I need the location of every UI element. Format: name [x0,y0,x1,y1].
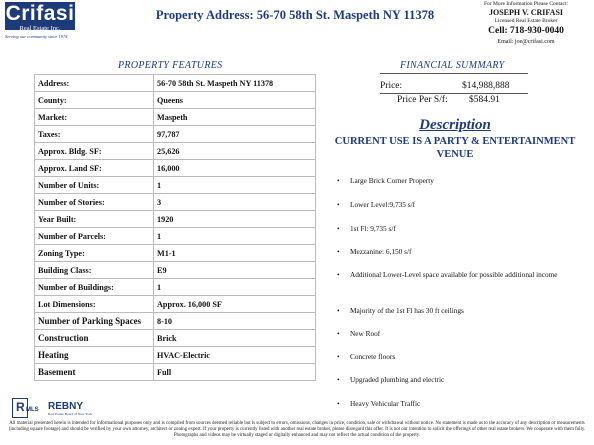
property-row [35,177,316,194]
company-logo [5,2,83,44]
bullet-icon: • [337,352,340,361]
property-label: Lot Dimensions: [35,296,154,313]
property-value: 16,000 [154,160,316,177]
logo-name: Crifasi [5,2,75,25]
bullet-text: 1st Fl: 9,735 s/f [350,224,396,233]
property-value: 1920 [154,211,316,228]
bullet-text: Majority of the 1st Fl has 30 ft ceilings [350,306,464,315]
footer-logos [8,398,93,418]
property-row [35,211,316,228]
current-use-text: CURRENT USE IS A PARTY & ENTERTAINMENT VENUE [334,136,576,160]
property-value: Full [154,364,316,381]
property-value: Maspeth [154,109,316,126]
property-row [35,364,316,381]
bullet-icon: • [337,329,340,338]
contact-block [462,0,590,47]
realtor-mls-icon: R [12,398,28,418]
property-row [35,279,316,296]
price-label: Price: [380,81,403,91]
property-value: 3 [154,194,316,211]
property-row [35,296,316,313]
bullet-text: New Roof [350,329,381,338]
property-label: Building Class: [35,262,154,279]
financial-summary-title: FINANCIAL SUMMARY [400,60,505,71]
bullet-text: Additional Lower-Level space available for possible additional income [350,270,558,279]
description-title: Description [419,117,491,133]
property-value: Queens [154,92,316,109]
contact-intro: For More Information Please Contact: [483,1,568,7]
property-value: 8-10 [154,313,316,330]
property-row [35,92,316,109]
property-label: County: [35,92,154,109]
property-row [35,313,316,330]
property-label: Basement [35,364,154,381]
property-label: Number of Buildings: [35,279,154,296]
contact-name: JOSEPH V. CRIFASI [488,8,564,17]
bullet-icon: • [337,176,340,185]
bullet-icon: • [337,270,340,279]
property-value: 1 [154,177,316,194]
property-row [35,347,316,364]
logo-subtitle: Real Estate Inc. [19,25,61,32]
property-label: Number of Parking Spaces [35,313,154,330]
property-row [35,228,316,245]
property-row [35,330,316,347]
property-label: Zoning Type: [35,245,154,262]
property-label: Year Built: [35,211,154,228]
property-value: Brick [154,330,316,347]
property-row [35,262,316,279]
bullet-icon: • [337,247,340,256]
price-per-sf-label: Price Per S/f: [397,95,448,105]
page-title: Property Address: 56-70 58th St. Maspeth NY 11378 [155,8,435,22]
contact-cell: Cell: 718-930-0040 [488,26,564,36]
rebny-subtitle: Real Estate Board of New York [48,412,93,416]
property-value: 1 [154,279,316,296]
legal-disclaimer: All material presented herein is intended for informational purposes only and is compiled from sources deemed reliable but is subject to errors, omissions, changes in price, condition, sale or withdrawal without notice. No statement is made as to the accuracy of any description or measurements (including square footage) and should be verified by your own attorney, architect or zoning expert. If your property is currently listed with another real estate broker, please disregard this offer. It is not our intention to solicit the offerings of other real estate brokers. We cooperate with them fully. Photographs and videos may be virtually staged or digitally enhanced and may not reflect the actual condition of the property. [8,421,586,438]
property-label: Address: [35,75,154,92]
bullet-icon: • [337,224,340,233]
property-value: Approx. 16,000 SF [154,296,316,313]
financial-divider-mid [380,93,528,94]
property-row [35,75,316,92]
property-label: Approx. Land SF: [35,160,154,177]
bullet-text: Mezzanine: 6,150 s/f [350,247,412,256]
property-value: 1 [154,228,316,245]
bullet-text: Large Brick Corner Property [350,176,434,185]
property-row [35,126,316,143]
bullet-icon: • [337,375,340,384]
property-label: Approx. Bldg. SF: [35,143,154,160]
property-label: Number of Stories: [35,194,154,211]
property-row [35,245,316,262]
property-row [35,160,316,177]
logo-tagline: Serving our community since 1974 [5,34,68,39]
property-row [35,194,316,211]
bullet-icon: • [337,306,340,315]
property-label: Taxes: [35,126,154,143]
property-row [35,109,316,126]
mls-text: MLS [26,407,39,413]
property-label: Heating [35,347,154,364]
bullet-text: Heavy Vehicular Traffic [350,399,421,408]
property-value: M1-1 [154,245,316,262]
property-value: E9 [154,262,316,279]
price-value: $14,988,888 [462,81,510,91]
bullet-text: Upgraded plumbing and electric [350,375,445,384]
property-value: 25,626 [154,143,316,160]
bullet-icon: • [337,200,340,209]
contact-role: Licensed Real Estate Broker [494,18,558,24]
bullet-text: Lower Level:9,735 s/f [350,200,416,209]
bullet-text: Concrete floors [350,352,396,361]
financial-divider-top [380,73,528,74]
property-label: Number of Parcels: [35,228,154,245]
property-label: Market: [35,109,154,126]
price-per-sf-value: $584.91 [469,95,500,105]
property-value: HVAC-Electric [154,347,316,364]
contact-email: Email: joe@crifasi.com [497,39,555,45]
property-features-title: PROPERTY FEATURES [118,60,223,71]
property-label: Number of Units: [35,177,154,194]
property-value: 56-70 58th St. Maspeth NY 11378 [154,75,316,92]
rebny-logo: REBNY [48,401,84,412]
property-label: Construction [35,330,154,347]
property-features-table [34,74,316,381]
bullet-icon: • [337,399,340,408]
property-value: 97,787 [154,126,316,143]
property-row [35,143,316,160]
